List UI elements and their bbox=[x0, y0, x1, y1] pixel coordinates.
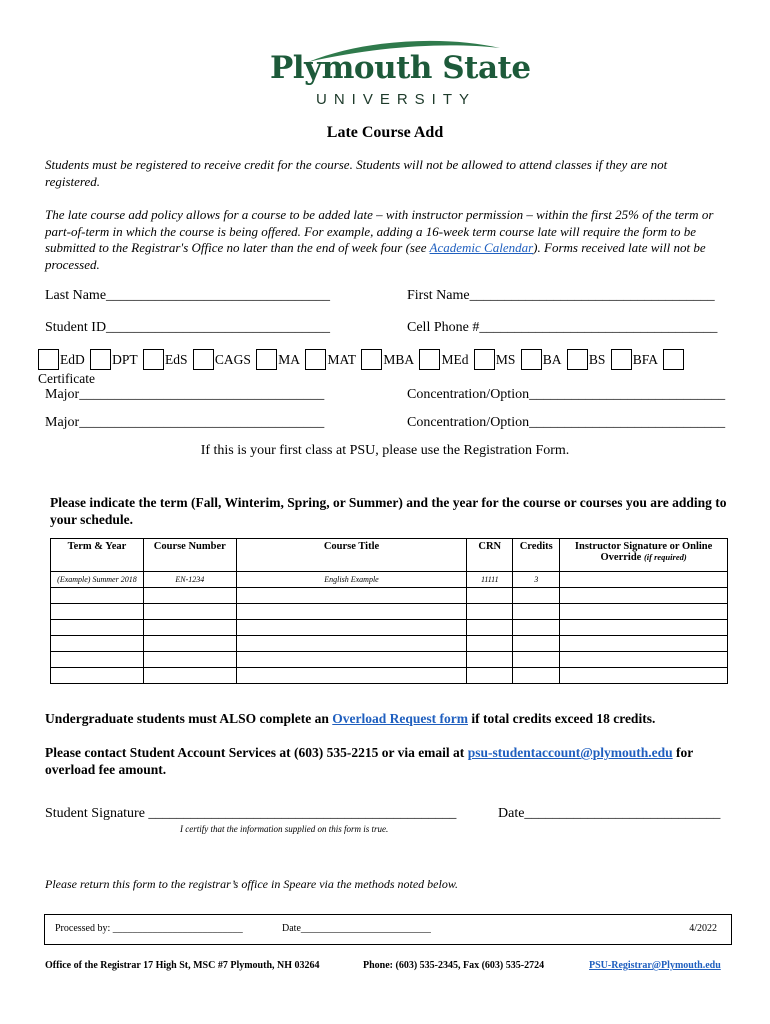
checkbox-mat[interactable] bbox=[305, 349, 326, 370]
degree-label: MS bbox=[495, 351, 516, 367]
major-field-1[interactable]: Major___________________________________ bbox=[45, 387, 325, 402]
student-id-field[interactable]: Student ID________________________________ bbox=[45, 320, 331, 335]
intro-registration-note: Students must be registered to receive credit for the course. Students will not be allowed to attend classes if they are not registered. bbox=[45, 157, 668, 189]
table-cell[interactable] bbox=[143, 604, 236, 620]
table-cell bbox=[560, 572, 728, 588]
table-cell[interactable] bbox=[513, 652, 560, 668]
table-cell[interactable] bbox=[51, 652, 144, 668]
table-cell[interactable] bbox=[467, 652, 513, 668]
degree-label: EdS bbox=[165, 351, 188, 367]
checkbox-bfa[interactable] bbox=[611, 349, 632, 370]
table-cell[interactable] bbox=[143, 588, 236, 604]
table-cell[interactable] bbox=[560, 668, 728, 684]
policy-text-end: ). Forms received late will not be processed. bbox=[45, 240, 706, 272]
table-cell[interactable] bbox=[467, 668, 513, 684]
degree-label: MBA bbox=[383, 351, 415, 367]
header-note: (if required) bbox=[643, 552, 687, 562]
checkbox-eds[interactable] bbox=[143, 349, 164, 370]
table-cell[interactable] bbox=[560, 604, 728, 620]
concentration-field-1[interactable]: Concentration/Option____________________________ bbox=[407, 387, 726, 402]
last-name-field[interactable]: Last Name________________________________ bbox=[45, 288, 331, 303]
table-row[interactable] bbox=[51, 604, 728, 620]
checkbox-med[interactable] bbox=[419, 349, 440, 370]
table-cell: EN-1234 bbox=[143, 572, 236, 588]
certification-note: I certify that the information supplied on this form is true. bbox=[180, 824, 389, 834]
contact-text-end: for overload fee amount. bbox=[45, 745, 694, 777]
table-cell[interactable] bbox=[560, 588, 728, 604]
column-header: Course Number bbox=[143, 539, 236, 572]
degree-label: BA bbox=[542, 351, 562, 367]
checkbox-dpt[interactable] bbox=[90, 349, 111, 370]
policy-text-start: The late course add policy allows for a course to be added late – with instructor permission – within the first 25% of the term or part-of-term in which the course is being offered. For example, adding a 16-week term course late will require the form to be submitted to the Registrar's Office no later than the end of week four (see bbox=[45, 207, 714, 255]
table-cell: English Example bbox=[236, 572, 467, 588]
table-header-row bbox=[51, 539, 728, 572]
table-cell[interactable] bbox=[513, 604, 560, 620]
table-cell: 11111 bbox=[467, 572, 513, 588]
table-cell: 3 bbox=[513, 572, 560, 588]
checkbox-ma[interactable] bbox=[256, 349, 277, 370]
first-class-note: If this is your first class at PSU, please use the Registration Form. bbox=[200, 443, 570, 458]
instructor-header-text: Instructor Signature or Online Override bbox=[574, 541, 713, 563]
office-use-box bbox=[44, 914, 732, 945]
table-row[interactable] bbox=[51, 636, 728, 652]
table-cell[interactable] bbox=[51, 588, 144, 604]
course-table bbox=[50, 538, 728, 684]
table-cell[interactable] bbox=[467, 620, 513, 636]
checkbox-ms[interactable] bbox=[474, 349, 495, 370]
table-cell[interactable] bbox=[51, 636, 144, 652]
degree-label: CAGS bbox=[214, 351, 251, 367]
checkbox-bs[interactable] bbox=[567, 349, 588, 370]
table-cell[interactable] bbox=[467, 604, 513, 620]
table-cell[interactable] bbox=[236, 588, 467, 604]
table-cell[interactable] bbox=[560, 652, 728, 668]
degree-label: BFA bbox=[632, 351, 659, 367]
footer-office-address: Office of the Registrar 17 High St, MSC #7 Plymouth, NH 03264 bbox=[45, 960, 320, 971]
table-cell[interactable] bbox=[560, 636, 728, 652]
table-cell[interactable] bbox=[513, 588, 560, 604]
degree-label: MA bbox=[278, 351, 301, 367]
checkbox-ba[interactable] bbox=[521, 349, 542, 370]
university-logo bbox=[268, 36, 531, 112]
undergrad-text-end: if total credits exceed 18 credits. bbox=[468, 711, 656, 726]
degree-label: MAT bbox=[327, 351, 356, 367]
table-cell[interactable] bbox=[236, 652, 467, 668]
table-cell[interactable] bbox=[560, 620, 728, 636]
column-header: Term & Year bbox=[51, 539, 144, 572]
column-header-instructor bbox=[560, 539, 728, 572]
table-cell[interactable] bbox=[467, 588, 513, 604]
column-header: Credits bbox=[513, 539, 560, 572]
table-cell[interactable] bbox=[51, 668, 144, 684]
checkbox-mba[interactable] bbox=[361, 349, 382, 370]
contact-text-start: Please contact Student Account Services at (603) 535-2215 or via email at bbox=[45, 745, 468, 760]
footer-registrar-email-link[interactable]: PSU-Registrar@Plymouth.edu bbox=[589, 960, 721, 971]
checkbox-edd[interactable] bbox=[38, 349, 59, 370]
column-header: Course Title bbox=[236, 539, 467, 572]
academic-calendar-link[interactable]: Academic Calendar bbox=[429, 240, 534, 255]
table-cell[interactable] bbox=[143, 620, 236, 636]
student-signature-field[interactable]: Student Signature ____________________________________________ bbox=[45, 806, 457, 821]
table-cell[interactable] bbox=[143, 652, 236, 668]
processed-by-field[interactable]: Processed by: __________________________ bbox=[55, 923, 243, 934]
table-cell[interactable] bbox=[143, 668, 236, 684]
degree-options bbox=[38, 349, 738, 386]
undergrad-overload-note bbox=[45, 711, 735, 727]
degree-label: BS bbox=[588, 351, 606, 367]
table-cell[interactable] bbox=[143, 636, 236, 652]
term-instructions: Please indicate the term (Fall, Winterim, Spring, or Summer) and the year for the course or courses you are adding to your schedule. bbox=[50, 495, 727, 527]
table-cell[interactable] bbox=[236, 636, 467, 652]
table-cell[interactable] bbox=[51, 620, 144, 636]
processed-date-field[interactable]: Date__________________________ bbox=[282, 923, 431, 934]
table-row[interactable] bbox=[51, 588, 728, 604]
student-account-email-link[interactable]: psu-studentaccount@plymouth.edu bbox=[467, 745, 673, 760]
table-cell[interactable] bbox=[467, 636, 513, 652]
table-cell[interactable] bbox=[236, 620, 467, 636]
degree-label: MEd bbox=[441, 351, 469, 367]
table-cell[interactable] bbox=[513, 620, 560, 636]
table-cell[interactable] bbox=[513, 636, 560, 652]
major-field-2[interactable]: Major___________________________________ bbox=[45, 415, 325, 430]
logo-name: Plymouth State bbox=[270, 50, 531, 86]
table-cell[interactable] bbox=[236, 668, 467, 684]
page-title: Late Course Add bbox=[326, 124, 444, 141]
table-row[interactable] bbox=[51, 620, 728, 636]
checkbox-cags[interactable] bbox=[193, 349, 214, 370]
concentration-field-2[interactable]: Concentration/Option____________________________ bbox=[407, 415, 726, 430]
table-cell: (Example) Summer 2018 bbox=[51, 572, 144, 588]
table-row[interactable] bbox=[51, 668, 728, 684]
table-cell[interactable] bbox=[236, 604, 467, 620]
late-add-policy bbox=[45, 207, 725, 273]
cell-phone-field[interactable]: Cell Phone #__________________________________ bbox=[407, 320, 718, 335]
logo-university: UNIVERSITY bbox=[316, 91, 477, 108]
checkbox-certificate[interactable] bbox=[663, 349, 684, 370]
footer-phone: Phone: (603) 535-2345, Fax (603) 535-2724 bbox=[363, 960, 545, 971]
table-row[interactable] bbox=[51, 652, 728, 668]
signature-date-field[interactable]: Date____________________________ bbox=[498, 806, 721, 821]
degree-label: EdD bbox=[60, 351, 85, 367]
table-cell[interactable] bbox=[51, 604, 144, 620]
overload-request-link[interactable]: Overload Request form bbox=[332, 711, 468, 726]
table-row-example bbox=[51, 572, 728, 588]
return-instructions: Please return this form to the registrar’s office in Speare via the methods noted below. bbox=[45, 877, 458, 891]
degree-label: Certificate bbox=[38, 370, 95, 386]
undergrad-text-start: Undergraduate students must ALSO complete an bbox=[45, 711, 333, 726]
first-name-field[interactable]: First Name___________________________________ bbox=[407, 288, 715, 303]
form-version: 4/2022 bbox=[689, 923, 717, 934]
column-header: CRN bbox=[467, 539, 513, 572]
degree-label: DPT bbox=[112, 351, 138, 367]
table-cell[interactable] bbox=[513, 668, 560, 684]
contact-note bbox=[45, 744, 735, 778]
